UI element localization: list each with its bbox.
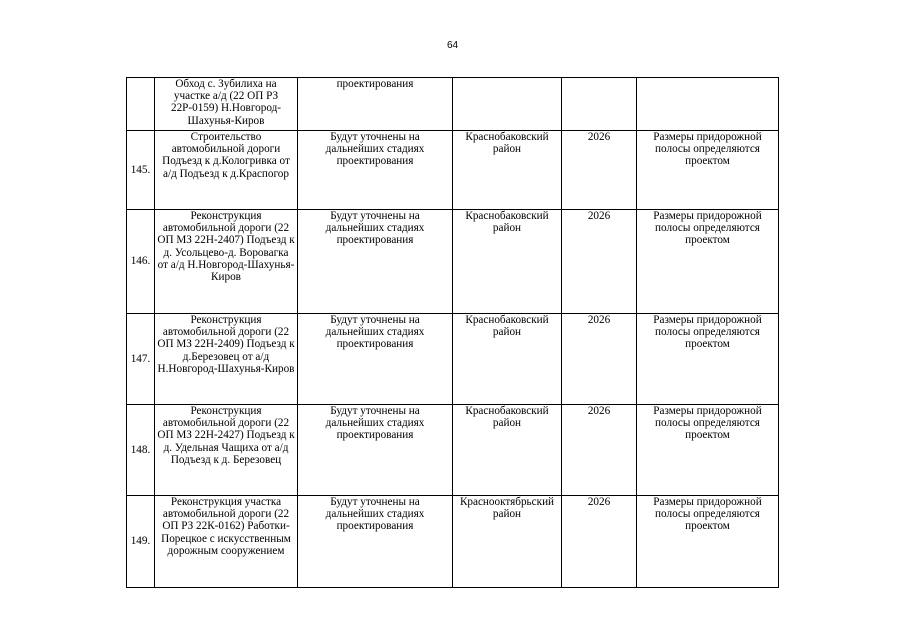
note-cell <box>637 78 779 131</box>
table-row <box>127 314 779 405</box>
year-cell <box>562 78 637 131</box>
year-cell: 2026 <box>562 210 637 314</box>
row-number: 146. <box>127 210 155 314</box>
district-cell: Краснобаковский район <box>453 210 562 314</box>
table-row <box>127 496 779 588</box>
coordinates-cell: Будут уточнены на дальнейших стадиях проектирования <box>298 314 453 405</box>
district-cell: Краснобаковский район <box>453 405 562 496</box>
object-name-cell: Реконструкция участка автомобильной дороги (22 ОП РЗ 22К-0162) Работки-Порецкое с искусственным дорожным сооружением <box>155 496 298 588</box>
table-row <box>127 78 779 131</box>
coordinates-cell: Будут уточнены на дальнейших стадиях проектирования <box>298 210 453 314</box>
note-cell: Размеры придорожной полосы определяются проектом <box>637 131 779 210</box>
object-name-cell: Строительство автомобильной дороги Подъезд к д.Кологривка от а/д Подъезд к д.Краспогор <box>155 131 298 210</box>
object-name-cell: Обход с. Зубилиха на участке а/д (22 ОП РЗ 22Р-0159) Н.Новгород-Шахунья-Киров <box>155 78 298 131</box>
object-name-cell: Реконструкция автомобильной дороги (22 ОП МЗ 22Н-2409) Подъезд к д.Березовец от а/д Н.Новгород-Шахунья-Киров <box>155 314 298 405</box>
road-projects-table <box>126 77 779 588</box>
year-cell: 2026 <box>562 405 637 496</box>
object-name-cell: Реконструкция автомобильной дороги (22 ОП МЗ 22Н-2407) Подъезд к д. Усольцево-д. Воровагка от а/д Н.Новгород-Шахунья-Киров <box>155 210 298 314</box>
page-number: 64 <box>446 40 459 51</box>
year-cell: 2026 <box>562 314 637 405</box>
district-cell: Краснобаковский район <box>453 131 562 210</box>
year-cell: 2026 <box>562 496 637 588</box>
coordinates-cell: Будут уточнены на дальнейших стадиях проектирования <box>298 131 453 210</box>
row-number <box>127 78 155 131</box>
year-cell: 2026 <box>562 131 637 210</box>
district-cell: Краснобаковский район <box>453 314 562 405</box>
coordinates-cell: Будут уточнены на дальнейших стадиях проектирования <box>298 405 453 496</box>
district-cell: Краснооктябрьский район <box>453 496 562 588</box>
note-cell: Размеры придорожной полосы определяются проектом <box>637 405 779 496</box>
note-cell: Размеры придорожной полосы определяются проектом <box>637 314 779 405</box>
object-name-cell: Реконструкция автомобильной дороги (22 ОП МЗ 22Н-2427) Подъезд к д. Удельная Чащиха от а/д Подъезд к д. Березовец <box>155 405 298 496</box>
district-cell <box>453 78 562 131</box>
coordinates-cell: Будут уточнены на дальнейших стадиях проектирования <box>298 496 453 588</box>
table-row <box>127 131 779 210</box>
row-number: 145. <box>127 131 155 210</box>
row-number: 148. <box>127 405 155 496</box>
coordinates-cell: проектирования <box>298 78 453 131</box>
table-row <box>127 405 779 496</box>
row-number: 147. <box>127 314 155 405</box>
note-cell: Размеры придорожной полосы определяются проектом <box>637 210 779 314</box>
table-row <box>127 210 779 314</box>
note-cell: Размеры придорожной полосы определяются проектом <box>637 496 779 588</box>
row-number: 149. <box>127 496 155 588</box>
